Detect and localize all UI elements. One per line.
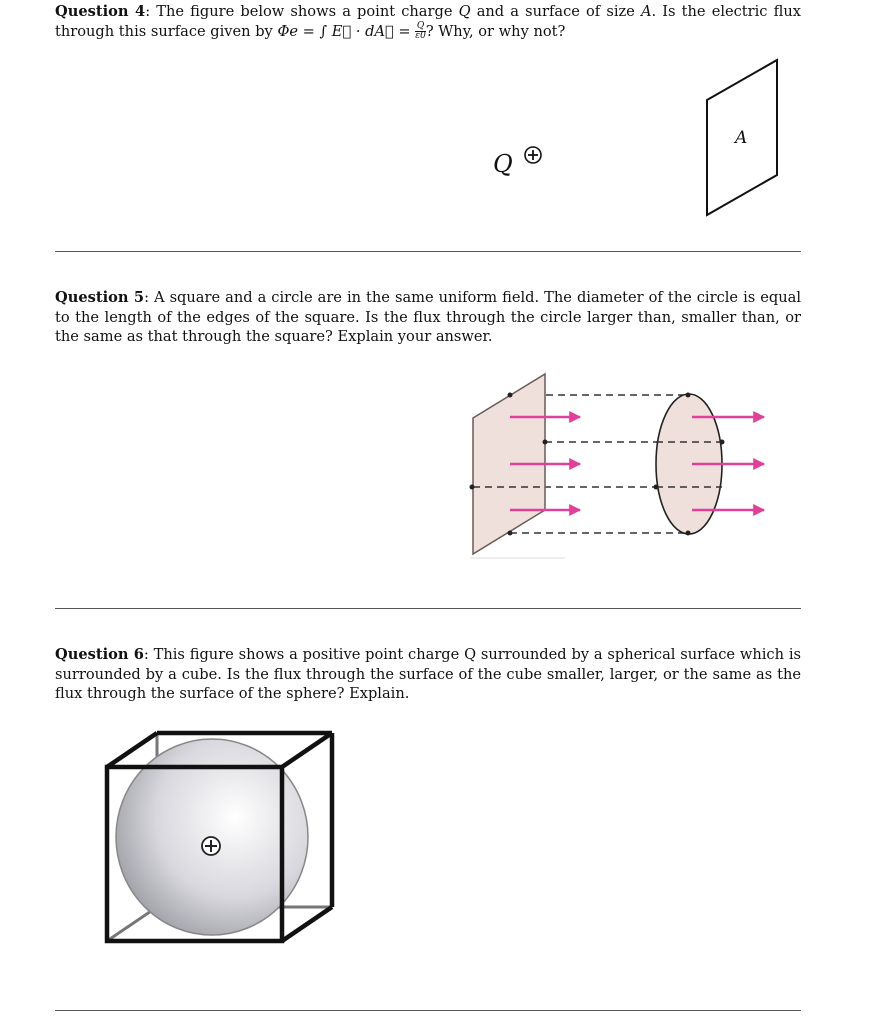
- question-4-text: Question 4: The figure below shows a point charge Q and a surface of size A. Is the electric flux through this surface given by Φe = ∫ E⃗ · dA⃗ = $\frac{Q}{\varepsilon 0}$ ? Why, or why not?: [55, 3, 801, 41]
- plus-charge-icon: [525, 147, 541, 163]
- flux-formula: Φe = ∫ E⃗ · dA⃗ =: [277, 22, 416, 40]
- question-4-label: Question 4: [55, 3, 146, 20]
- question-4-figure: [0, 0, 894, 250]
- question-6-figure: [0, 725, 894, 965]
- divider-2: [55, 608, 801, 609]
- question-6-text: Question 6: This figure shows a positive point charge Q surrounded by a spherical surface which is surrounded by a cube. Is the flux through the surface of the cube smaller, larger, or the same as the flux through the surface of the sphere? Explain.: [55, 646, 801, 702]
- q-over-epsilon-fraction: $\frac{Q}{\varepsilon 0}$: [415, 21, 426, 41]
- surface-a-label: A: [735, 128, 748, 148]
- field-arrows: [510, 417, 764, 510]
- divider-3: [55, 1010, 801, 1011]
- divider-1: [55, 251, 801, 252]
- question-5-text: Question 5: A square and a circle are in the same uniform field. The diameter of the circle is equal to the length of the edges of the square. Is the flux through the circle larger than, smaller than, or the same as that through the square? Explain your answer.: [55, 289, 801, 345]
- question-6-label: Question 6: [55, 646, 144, 663]
- plus-charge-icon: [202, 837, 220, 855]
- question-5-figure: [0, 368, 894, 568]
- question-5-label: Question 5: [55, 289, 145, 306]
- charge-q-label: Q: [493, 150, 513, 178]
